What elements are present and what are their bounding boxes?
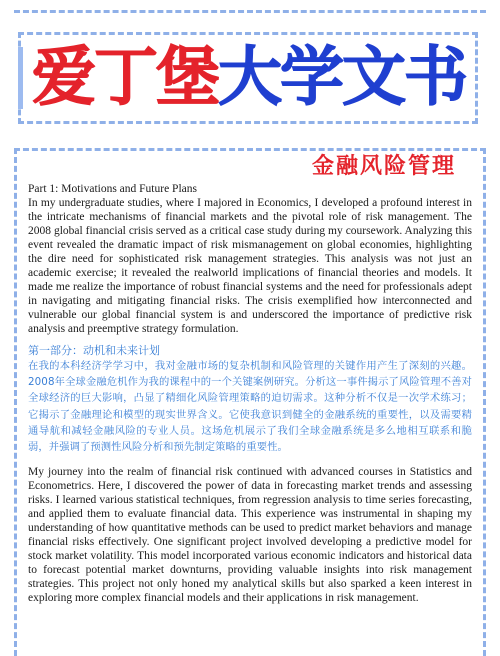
part1-english-paragraph: In my undergraduate studies, where I majored in Economics, I developed a profound interest in the intricate mechanisms of financial markets and the pivotal role of risk management. The 2008 global financial crisis served as a critical case study during my coursework. Analyzing this event revealed the dramatic impact of risk mismanagement on global economies, highlighting the dire need for sophisticated risk management strategies. This analysis was not just an academic exercise; it revealed the realworld implications of financial theories and models. It made me realize the importance of robust financial systems and the need for professionals adept in navigating and mitigating financial risks. The crisis exemplified how interconnected and vulnerable our global financial system is and underscored the importance of predictive risk analysis and preemptive strategy formulation. [28, 197, 472, 335]
part1-chinese-heading: 第一部分：动机和未来计划 [28, 344, 160, 357]
document-body [28, 182, 472, 605]
title-university-name: 爱丁堡 [32, 41, 218, 115]
page-subtitle: 金融风险管理 [304, 152, 464, 182]
title-document-type: 大学文书 [218, 41, 466, 115]
top-dashed-border [14, 10, 486, 13]
part2-english-paragraph: My journey into the realm of financial risk continued with advanced courses in Statistics and Econometrics. Here, I discovered the power of data in forecasting market trends and assessing risks. I learned various statistical techniques, from regression analysis to time series forecasting, and applied them to evaluate financial data. This experience was instrumental in shaping my understanding of how quantitative methods can be used to predict market behaviors and manage financial risks effectively. One significant project involved developing a predictive model for stock market volatility. This model incorporated various economic indicators and historical data to forecast potential market downturns, providing valuable insights into risk management strategies. This project not only honed my analytical skills but also sparked a keen interest in exploring more complex financial models and their applications in risk management. [28, 466, 472, 605]
page-title [32, 38, 472, 118]
title-frame-accent [18, 47, 23, 109]
part1-chinese-paragraph: 在我的本科经济学学习中，我对金融市场的复杂机制和风险管理的关键作用产生了深刻的兴趣。2008年全球金融危机作为我的课程中的一个关键案例研究。分析这一事件揭示了风险管理不善对全球经济的巨大影响，凸显了精细化风险管理策略的迫切需求。这种分析不仅是一次学术练习；它揭示了金融理论和模型的现实世界含义。它使我意识到健全的金融系统的重要性，以及需要精通导航和减轻金融风险的专业人员。这场危机展示了我们全球金融系统是多么地相互联系和脆弱，并强调了预测性风险分析和预先制定策略的重要性。 [28, 360, 472, 454]
part1-heading: Part 1: Motivations and Future Plans [28, 183, 197, 195]
